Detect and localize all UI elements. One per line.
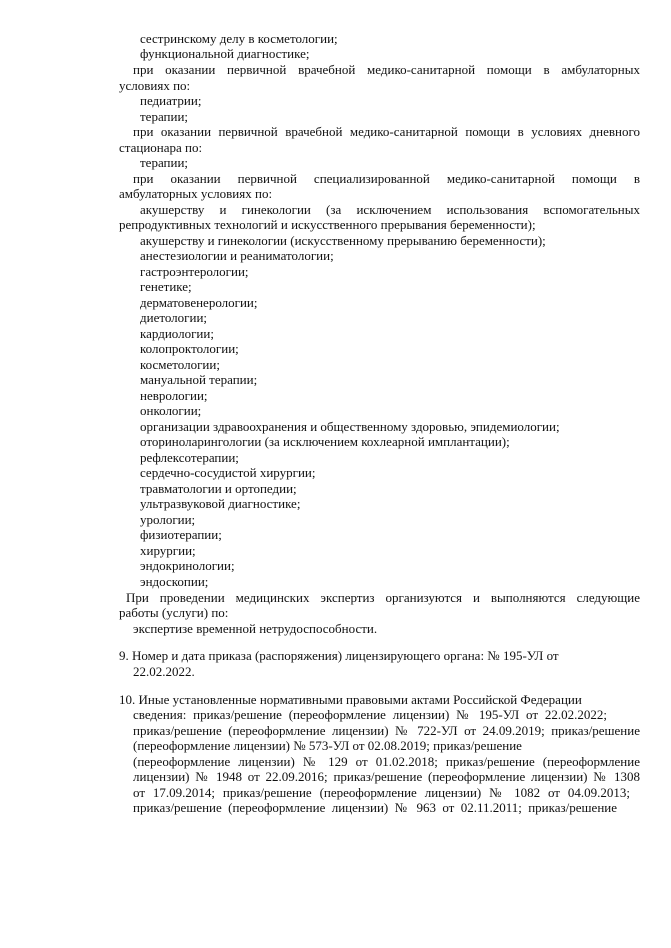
list-item: сердечно-сосудистой хирургии; xyxy=(140,465,316,480)
list-item: анестезиологии и реаниматологии; xyxy=(140,248,334,263)
section-10-line: от 17.09.2014; приказ/решение (переоформление лицензии) № 1082 от 04.09.2013; xyxy=(133,785,630,800)
list-item: функциональной диагностике; xyxy=(140,46,310,61)
section-10-line: (переоформление лицензии) № 573-УЛ от 02.08.2019; приказ/решение xyxy=(133,738,522,753)
list-item: колопроктологии; xyxy=(140,341,239,356)
section-heading: При проведении медицинских экспертиз организуются и выполняются следующие xyxy=(126,590,640,605)
section-10-line: лицензии) № 1948 от 22.09.2016; приказ/решение (переоформление лицензии) № 1308 xyxy=(133,769,640,784)
section-9-line: 22.02.2022. xyxy=(133,664,195,679)
list-item: терапии; xyxy=(140,155,189,170)
section-9-line: 9. Номер и дата приказа (распоряжения) лицензирующего органа: № 195-УЛ от xyxy=(119,648,559,663)
section-10-line: приказ/решение (переоформление лицензии) № 963 от 02.11.2011; приказ/решение xyxy=(133,800,617,815)
section-10-line: приказ/решение (переоформление лицензии) № 722-УЛ от 24.09.2019; приказ/решение xyxy=(133,723,640,738)
list-item: ультразвуковой диагностике; xyxy=(140,496,301,511)
list-item: диетологии; xyxy=(140,310,208,325)
section-heading: при оказании первичной врачебной медико-санитарной помощи в условиях дневного xyxy=(133,124,640,139)
list-item: сестринскому делу в косметологии; xyxy=(140,31,338,46)
list-item: рефлексотерапии; xyxy=(140,450,239,465)
list-item: акушерству и гинекологии (за исключением использования вспомогательных xyxy=(140,202,640,217)
list-item: эндокринологии; xyxy=(140,558,235,573)
section-heading: работы (услуги) по: xyxy=(119,605,229,620)
section-10-line: сведения: приказ/решение (переоформление лицензии) № 195-УЛ от 22.02.2022; xyxy=(133,707,607,722)
list-item: кардиологии; xyxy=(140,326,214,341)
list-item: организации здравоохранения и общественному здоровью, эпидемиологии; xyxy=(140,419,560,434)
section-heading: амбулаторных условиях по: xyxy=(119,186,273,201)
list-item: терапии; xyxy=(140,109,189,124)
section-10-line: 10. Иные установленные нормативными правовыми актами Российской Федерации xyxy=(119,692,582,707)
section-heading: при оказании первичной специализированной медико-санитарной помощи в xyxy=(133,171,640,186)
list-item: хирургии; xyxy=(140,543,196,558)
list-item: оториноларингологии (за исключением кохлеарной имплантации); xyxy=(140,434,510,449)
list-item: онкологии; xyxy=(140,403,202,418)
section-10-line: (переоформление лицензии) № 129 от 01.02.2018; приказ/решение (переоформление xyxy=(133,754,640,769)
list-item: эндоскопии; xyxy=(140,574,209,589)
list-item: травматологии и ортопедии; xyxy=(140,481,297,496)
list-item: урологии; xyxy=(140,512,196,527)
list-item: экспертизе временной нетрудоспособности. xyxy=(133,621,378,636)
section-heading: условиях по: xyxy=(119,78,191,93)
list-item: педиатрии; xyxy=(140,93,202,108)
list-item: физиотерапии; xyxy=(140,527,222,542)
section-heading: стационара по: xyxy=(119,140,203,155)
list-item: репродуктивных технологий и искусственного прерывания беременности); xyxy=(119,217,536,232)
list-item: акушерству и гинекологии (искусственному прерыванию беременности); xyxy=(140,233,546,248)
list-item: косметологии; xyxy=(140,357,220,372)
list-item: дерматовенерологии; xyxy=(140,295,258,310)
section-heading: при оказании первичной врачебной медико-санитарной помощи в амбулаторных xyxy=(133,62,640,77)
list-item: неврологии; xyxy=(140,388,208,403)
list-item: генетике; xyxy=(140,279,192,294)
list-item: гастроэнтерологии; xyxy=(140,264,249,279)
list-item: мануальной терапии; xyxy=(140,372,258,387)
